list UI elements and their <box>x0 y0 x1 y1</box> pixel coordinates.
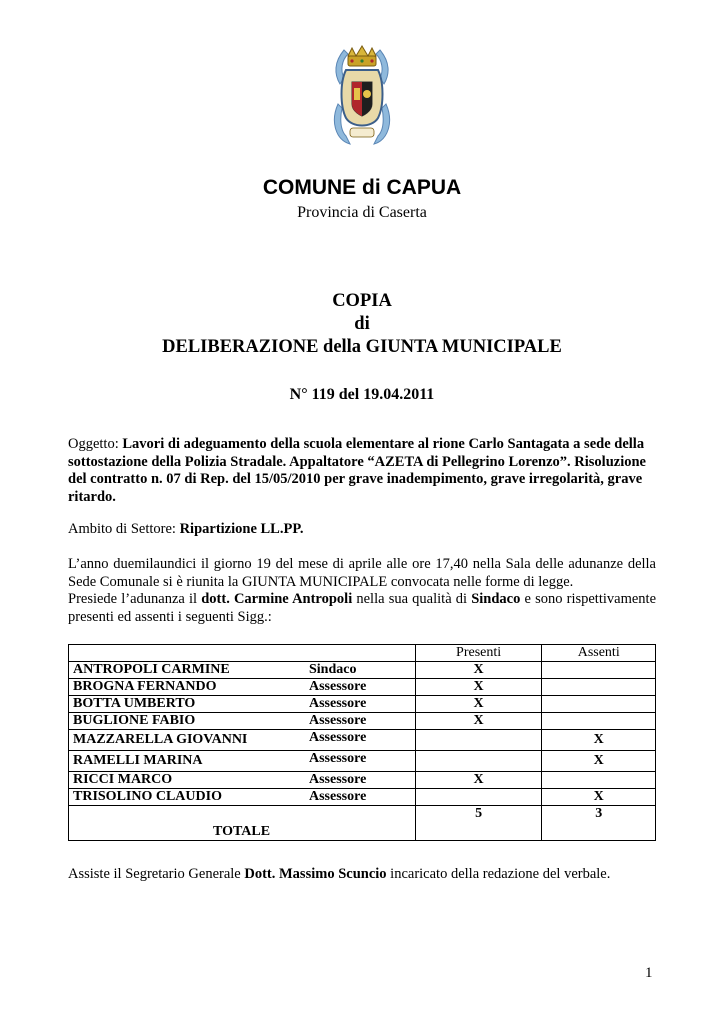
member-name: ANTROPOLI CARMINE <box>73 662 230 677</box>
presiding-suffix: e sono rispettivamente presenti ed assenti i seguenti Sigg.: <box>68 591 656 625</box>
total-label: TOTALE <box>213 824 271 839</box>
member-cell <box>69 696 416 713</box>
secretary-name: Dott. Massimo Scuncio <box>244 866 387 882</box>
member-role: Assessore <box>309 713 367 728</box>
member-cell <box>69 772 416 789</box>
presente-mark: X <box>415 679 542 696</box>
member-cell <box>69 730 416 751</box>
header-presenti: Presenti <box>415 645 542 662</box>
assente-mark: X <box>542 751 656 772</box>
table-row <box>69 662 656 679</box>
attendance-table <box>68 644 656 841</box>
secretary-suffix: incaricato della redazione del verbale. <box>386 866 611 882</box>
header-assenti: Assenti <box>542 645 656 662</box>
subject-label: Oggetto <box>68 436 115 452</box>
member-name: BUGLIONE FABIO <box>73 713 196 728</box>
secretary-prefix: Assiste il Segretario Generale <box>68 866 245 882</box>
member-name: BROGNA FERNANDO <box>73 679 217 694</box>
sector-label: Ambito di Settore: <box>68 521 180 537</box>
presiding-text <box>68 591 656 626</box>
assente-mark <box>542 696 656 713</box>
deliberation-heading: DELIBERAZIONE della GIUNTA MUNICIPALE <box>162 337 562 357</box>
member-cell <box>69 662 416 679</box>
subject-text: Lavori di adeguamento della scuola elementare al rione Carlo Santagata a sede della sottostazione della Polizia Stradale. Appaltatore “AZETA di Pellegrino Lorenzo”. Risoluzione del contratto n. 07 di Rep. del 15/05/2010 per grave inadempimento, grave irregolarità, grave ritardo. <box>68 436 646 505</box>
presente-mark: X <box>415 772 542 789</box>
member-role: Assessore <box>309 772 367 787</box>
member-name: BOTTA UMBERTO <box>73 696 196 711</box>
capua-crest-logo <box>330 44 394 148</box>
table-row <box>69 751 656 772</box>
table-row <box>69 772 656 789</box>
presiding-role: Sindaco <box>471 591 521 607</box>
page-title: COMUNE di CAPUA <box>262 176 462 199</box>
presiding-mid: nella sua qualità di <box>352 591 472 607</box>
table-row <box>69 789 656 806</box>
member-cell <box>69 751 416 772</box>
member-role: Assessore <box>309 730 367 745</box>
member-name: RICCI MARCO <box>73 772 173 787</box>
total-row <box>69 806 656 841</box>
member-name: RAMELLI MARINA <box>73 753 203 768</box>
member-cell <box>69 713 416 730</box>
member-name: TRISOLINO CLAUDIO <box>73 789 222 804</box>
subject-paragraph: Oggetto: Lavori di adeguamento della scuola elementare al rione Carlo Santagata a sede della sottostazione della Polizia Stradale. Appaltatore “AZETA di Pellegrino Lorenzo”. Risoluzione del contratto n. 07 di Rep. del 15/05/2010 per grave inadempimento, grave irregolarità, grave ritardo. <box>68 436 646 505</box>
presente-mark <box>415 789 542 806</box>
assente-mark <box>542 713 656 730</box>
of-label: di <box>354 314 370 334</box>
assente-mark <box>542 679 656 696</box>
session-paragraph <box>68 556 656 626</box>
presente-mark: X <box>415 662 542 679</box>
presente-mark <box>415 751 542 772</box>
table-row <box>69 730 656 751</box>
table-row <box>69 696 656 713</box>
header-blank-cell <box>69 645 416 662</box>
attendance-header-row <box>69 645 656 662</box>
page-number: 1 <box>645 965 653 981</box>
assente-mark: X <box>542 730 656 751</box>
deliberation-number: N° 119 del 19.04.2011 <box>289 386 435 403</box>
member-role: Assessore <box>309 789 367 804</box>
table-row <box>69 713 656 730</box>
attendance-rows <box>69 662 656 806</box>
member-name: MAZZARELLA GIOVANNI <box>73 732 248 747</box>
total-label-cell <box>69 806 416 841</box>
presente-mark: X <box>415 713 542 730</box>
sector-value: Ripartizione LL.PP. <box>179 521 304 537</box>
presiding-prefix: Presiede l’adunanza il <box>68 591 202 607</box>
assente-mark <box>542 662 656 679</box>
session-intro: L’anno duemilaundici il giorno 19 del mese di aprile alle ore 17,40 nella Sala delle adunanze della Sede Comunale si è riunita la GIUNTA MUNICIPALE convocata nelle forme di legge. <box>68 556 656 590</box>
presente-mark: X <box>415 696 542 713</box>
presiding-name: dott. Carmine Antropoli <box>201 591 353 607</box>
secretary-paragraph <box>68 866 656 884</box>
assente-mark <box>542 772 656 789</box>
copy-label: COPIA <box>332 291 392 311</box>
member-cell <box>69 679 416 696</box>
table-row <box>69 679 656 696</box>
member-role: Assessore <box>309 679 367 694</box>
total-presenti: 5 <box>415 806 542 841</box>
assente-mark: X <box>542 789 656 806</box>
presente-mark <box>415 730 542 751</box>
sector-paragraph <box>68 521 656 539</box>
province-subtitle: Provincia di Caserta <box>297 204 427 221</box>
member-role: Assessore <box>309 696 367 711</box>
member-role: Sindaco <box>309 662 357 677</box>
member-cell <box>69 789 416 806</box>
member-role: Assessore <box>309 751 367 766</box>
total-assenti: 3 <box>542 806 656 841</box>
